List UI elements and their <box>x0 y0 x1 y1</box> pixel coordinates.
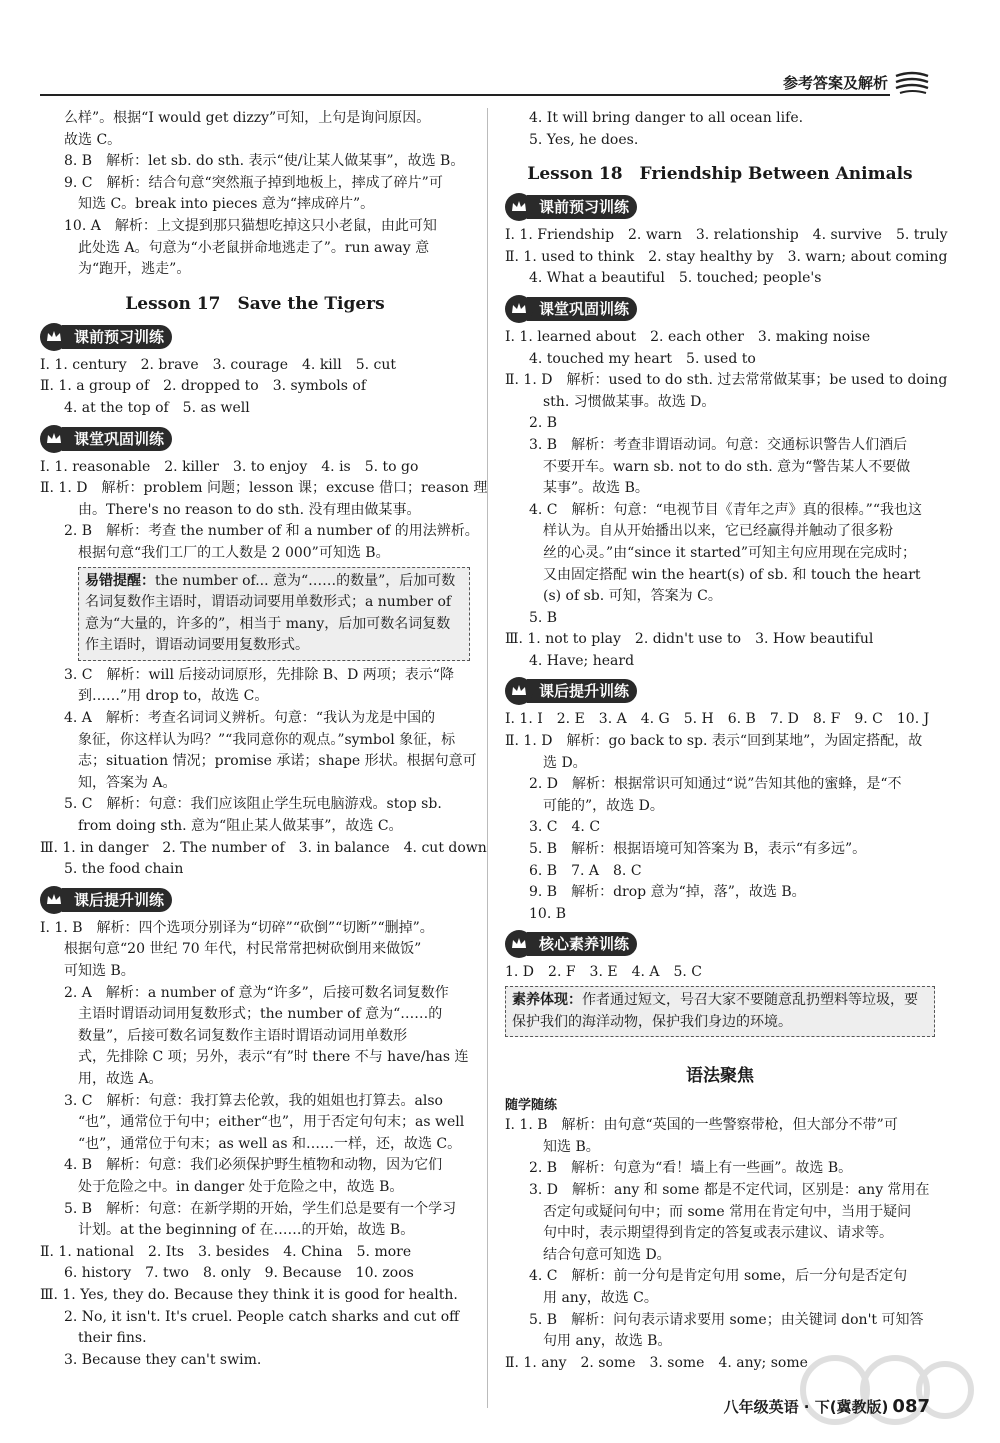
right-column <box>505 108 948 1374</box>
text-line: 10. B <box>529 905 567 922</box>
text-line: Ⅰ. 1. Friendship 2. warn 3. relationship 4. survive 5. truly <box>505 227 948 244</box>
text-line: Ⅲ. 1. Yes, they do. Because they think it is good for health. <box>40 1286 458 1303</box>
text-line: 计划。at the beginning of 在……的开始，故选 B。 <box>78 1222 415 1239</box>
text-line: 5. the food chain <box>64 861 184 878</box>
text-line: 5. B <box>529 609 558 626</box>
text-line: 3. C 解析：will 后接动词原形，先排除 B、D 两项；表示“降 <box>64 666 454 683</box>
section-label: 课前预习训练 <box>62 325 172 349</box>
text-line: 4. C 解析：前一分句是肯定句用 some，后一分句是否定句 <box>529 1268 908 1285</box>
text-line: 3. C 4. C <box>529 819 601 836</box>
text-line: 4. Have; heard <box>529 652 635 669</box>
header-rule <box>40 94 890 96</box>
text-line: Ⅱ. 1. D 解析：used to do sth. 过去常常做某事；be used to doing <box>505 372 948 389</box>
literacy-box <box>505 986 935 1037</box>
text-line: 又由固定搭配 win the heart(s) of sb. 和 touch the heart <box>543 566 921 583</box>
page-number: 087 <box>892 1396 930 1417</box>
text-line: 8. B 解析：let sb. do sth. 表示“使/让某人做某事”，故选 B。 <box>64 153 465 170</box>
text-line: 知，答案为 A。 <box>78 774 177 791</box>
text-line: 2. No, it isn't. It's cruel. People catch sharks and cut off <box>64 1308 460 1325</box>
section-header-after-class <box>505 677 935 705</box>
text-line: 式，先排除 C 项；另外，表示“有”时 there 不与 have/has 连 <box>78 1049 469 1066</box>
text-line: 由。There's no reason to do sth. 没有理由做某事。 <box>78 501 421 518</box>
text-line: Ⅱ. 1. D 解析：problem 问题；lesson 课；excuse 借口；reason 理 <box>40 480 488 497</box>
text-line: 知选 B。 <box>543 1138 600 1155</box>
book-stack-icon <box>894 70 930 96</box>
text-line: 此处选 A。句意为“小老鼠拼命地逃走了”。run away 意 <box>78 239 430 256</box>
column-divider <box>487 108 488 1408</box>
text-line: 3. B 解析：考查非谓语动词。句意：交通标识警告人们酒后 <box>529 436 908 453</box>
text-line: 某事”。故选 B。 <box>543 480 649 497</box>
text-line: 数量”，后接可数名词复数作主语时谓语动词用单数形 <box>78 1027 408 1044</box>
text-line: 6. history 7. two 8. only 9. Because 10. zoos <box>64 1265 414 1282</box>
text-line: Ⅱ. 1. used to think 2. stay healthy by 3. warn; about coming <box>505 248 948 265</box>
text-line: Ⅰ. 1. learned about 2. each other 3. making noise <box>505 328 871 345</box>
practice-label: 随学随练 <box>505 1098 558 1114</box>
text-line: Ⅲ. 1. in danger 2. The number of 3. in balance 4. cut down <box>40 839 487 856</box>
text-line: 根据句意“我们工厂的工人数是 2 000”可知选 B。 <box>78 544 390 561</box>
text-line: 到……”用 drop to，故选 C。 <box>78 688 269 705</box>
text-line: 6. B 7. A 8. C <box>529 862 642 879</box>
section-header-classroom <box>40 425 470 453</box>
text-line: 4. What a beautiful 5. touched; people's <box>529 270 822 287</box>
text-line: Ⅱ. 1. D 解析：go back to sp. 表示“回到某地”，为固定搭配，故 <box>505 733 923 750</box>
text-line: 选 D。 <box>543 754 587 771</box>
text-line: Ⅰ. 1. century 2. brave 3. courage 4. kill 5. cut <box>40 356 397 373</box>
text-line: 结合句意可知选 D。 <box>543 1246 671 1263</box>
literacy-text: 作者通过短文，号召大家不要随意乱扔塑料等垃圾，要保护我们的海洋动物，保护我们身边的环境。 <box>512 992 918 1030</box>
section-header-after-class <box>40 886 470 914</box>
note-text: the number of... 意为“……的数量”，后加可数名词复数作主语时，谓语动词要用单数形式；a number of 意为“大量的，许多的”，相当于 many，后加可数名词复数作主语时，谓语动词要用复数形式。 <box>85 572 456 654</box>
text-line: 2. B 解析：考查 the number of 和 a number of 的用法辨析。 <box>64 523 479 540</box>
text-line: 5. Yes, he does. <box>529 131 639 148</box>
error-alert-box <box>78 567 470 661</box>
watermark-logo <box>795 1345 975 1435</box>
crown-icon <box>505 193 533 221</box>
grammar-title: 语法聚焦 <box>686 1066 754 1087</box>
text-line: 5. B 解析：根据语境可知答案为 B，表示“有多远”。 <box>529 841 867 858</box>
text-line: 3. Because they can't swim. <box>64 1351 262 1368</box>
text-line: 10. A 解析：上文提到那只猫想吃掉这只小老鼠，由此可知 <box>64 217 437 234</box>
book-label: 八年级英语 · 下(冀教版) <box>723 1398 889 1416</box>
section-header-preview <box>40 323 470 351</box>
lesson-17-title: Lesson 17 Save the Tigers <box>125 293 385 314</box>
text-line: 样认为。自从开始播出以来，它已经赢得并触动了很多粉 <box>543 523 893 540</box>
text-line: 用 any，故选 C。 <box>543 1289 658 1306</box>
text-line: 么样”。根据“I would get dizzy”可知，上句是询问原因。 <box>64 110 431 126</box>
text-line: “也”，通常位于句末；as well as 和……一样，还，故选 C。 <box>78 1135 462 1152</box>
text-line: 9. C 解析：结合句意“突然瓶子掉到地板上，摔成了碎片”可 <box>64 174 443 191</box>
text-line: Ⅰ. 1. B 解析：由句意“英国的一些警察带枪，但大部分不带”可 <box>505 1117 898 1134</box>
text-line: 2. B <box>529 415 558 432</box>
page-header <box>40 72 930 98</box>
text-line: 4. B 解析：句意：我们必须保护野生植物和动物，因为它们 <box>64 1157 443 1174</box>
text-line: 用，故选 A。 <box>78 1070 163 1087</box>
text-line: 2. A 解析：a number of 意为“许多”，后接可数名词复数作 <box>64 984 449 1001</box>
text-line: 象征，你这样认为吗？”“我同意你的观点。”symbol 象征，标 <box>78 731 456 748</box>
text-line: 句中时，表示期望得到肯定的答复或表示建议、请求等。 <box>543 1225 893 1242</box>
text-line: Ⅲ. 1. not to play 2. didn't use to 3. How beautiful <box>505 631 874 648</box>
text-line: sth. 习惯做某事。故选 D。 <box>543 393 716 410</box>
crown-icon <box>505 295 533 323</box>
text-line: 否定句或疑问句中；而 some 常用在肯定句中，当用于疑问 <box>543 1203 912 1220</box>
section-label: 课堂巩固训练 <box>527 297 637 321</box>
text-line: Ⅱ. 1. national 2. Its 3. besides 4. China 5. more <box>40 1243 412 1260</box>
text-line: Ⅰ. 1. I 2. E 3. A 4. G 5. H 6. B 7. D 8. F 9. C 10. J <box>505 711 930 728</box>
header-title: 参考答案及解析 <box>782 74 888 92</box>
text-line: 2. D 解析：根据常识可知通过“说”告知其他的蜜蜂，是“不 <box>529 776 902 793</box>
text-line: (s) of sb. 可知，答案为 C。 <box>543 588 722 605</box>
text-line: Ⅱ. 1. any 2. some 3. some 4. any; some <box>505 1354 808 1371</box>
text-line: Ⅰ. 1. B 解析：四个选项分别译为“切碎”“砍倒”“切断”“删掉”。 <box>40 919 434 936</box>
text-line: 3. C 解析：句意：我打算去伦敦，我的姐姐也打算去。also <box>64 1092 443 1109</box>
text-line: Ⅰ. 1. reasonable 2. killer 3. to enjoy 4. is 5. to go <box>40 458 419 475</box>
left-top-block <box>40 108 470 281</box>
text-line: 4. C 解析：句意：“电视节目《青年之声》真的很棒。”“我也这 <box>529 501 922 518</box>
section-label: 课堂巩固训练 <box>62 427 172 451</box>
text-line: 4. touched my heart 5. used to <box>529 350 756 367</box>
literacy-label: 素养体现： <box>512 992 582 1008</box>
text-line: 丝的心灵。”由“since it started”可知主句应用现在完成时； <box>543 544 917 561</box>
text-line: 知选 C。break into pieces 意为“摔成碎片”。 <box>78 196 375 213</box>
text-line: 4. A 解析：考查名词词义辨析。句意：“我认为龙是中国的 <box>64 710 436 727</box>
text-line: Ⅱ. 1. a group of 2. dropped to 3. symbols of <box>40 378 366 395</box>
text-line: 1. D 2. F 3. E 4. A 5. C <box>505 964 703 981</box>
section-label: 课后提升训练 <box>62 888 172 912</box>
section-header-classroom <box>505 295 935 323</box>
section-label: 课前预习训练 <box>527 195 637 219</box>
lesson-18-title: Lesson 18 Friendship Between Animals <box>527 164 913 185</box>
crown-icon <box>40 425 68 453</box>
text-line: 5. B 解析：句意：在新学期的开始，学生们总是要有一个学习 <box>64 1200 457 1217</box>
text-line: 故选 C。 <box>64 131 122 148</box>
text-line: 2. B 解析：句意为“看！墙上有一些画”。故选 B。 <box>529 1160 853 1177</box>
left-column <box>40 108 488 1371</box>
section-header-preview <box>505 193 935 221</box>
text-line: 4. at the top of 5. as well <box>64 399 250 416</box>
text-line: 5. B 解析：问句表示请求要用 some；由关键词 don't 可知答 <box>529 1311 924 1328</box>
text-line: 处于危险之中。in danger 处于危险之中，故选 B。 <box>78 1178 404 1195</box>
crown-icon <box>40 886 68 914</box>
text-line: from doing sth. 意为“阻止某人做某事”，故选 C。 <box>78 818 403 835</box>
text-line: 5. C 解析：句意：我们应该阻止学生玩电脑游戏。stop sb. <box>64 796 442 813</box>
text-line: 不要开车。warn sb. not to do sth. 意为“警告某人不要做 <box>543 458 911 475</box>
text-line: 9. B 解析：drop 意为“掉，落”，故选 B。 <box>529 884 806 901</box>
text-line: 可知选 B。 <box>64 963 135 979</box>
text-line: 可能的”，故选 D。 <box>543 797 664 814</box>
crown-icon <box>40 323 68 351</box>
text-line: 志；situation 情况；promise 承诺；shape 形状。根据句意可 <box>78 753 477 770</box>
text-line: 4. It will bring danger to all ocean life. <box>529 110 804 126</box>
page-footer <box>724 1396 930 1417</box>
text-line: 3. D 解析：any 和 some 都是不定代词，区别是：any 常用在 <box>529 1181 930 1198</box>
section-label: 核心素养训练 <box>527 932 637 956</box>
text-line: their fins. <box>78 1330 147 1347</box>
note-label: 易错提醒： <box>85 572 155 589</box>
text-line: 主语时谓语动词用复数形式；the number of 意为“……的 <box>78 1006 443 1023</box>
text-line: 句用 any，故选 B。 <box>543 1333 672 1350</box>
text-line: 为“跑开，逃走”。 <box>78 261 191 278</box>
text-line: “也”，通常位于句中；either“也”，用于否定句句末；as well <box>78 1114 465 1131</box>
text-line: 根据句意“20 世纪 70 年代，村民常常把树砍倒用来做饭” <box>64 941 422 958</box>
section-header-core-literacy <box>505 930 935 958</box>
section-label: 课后提升训练 <box>527 679 637 703</box>
